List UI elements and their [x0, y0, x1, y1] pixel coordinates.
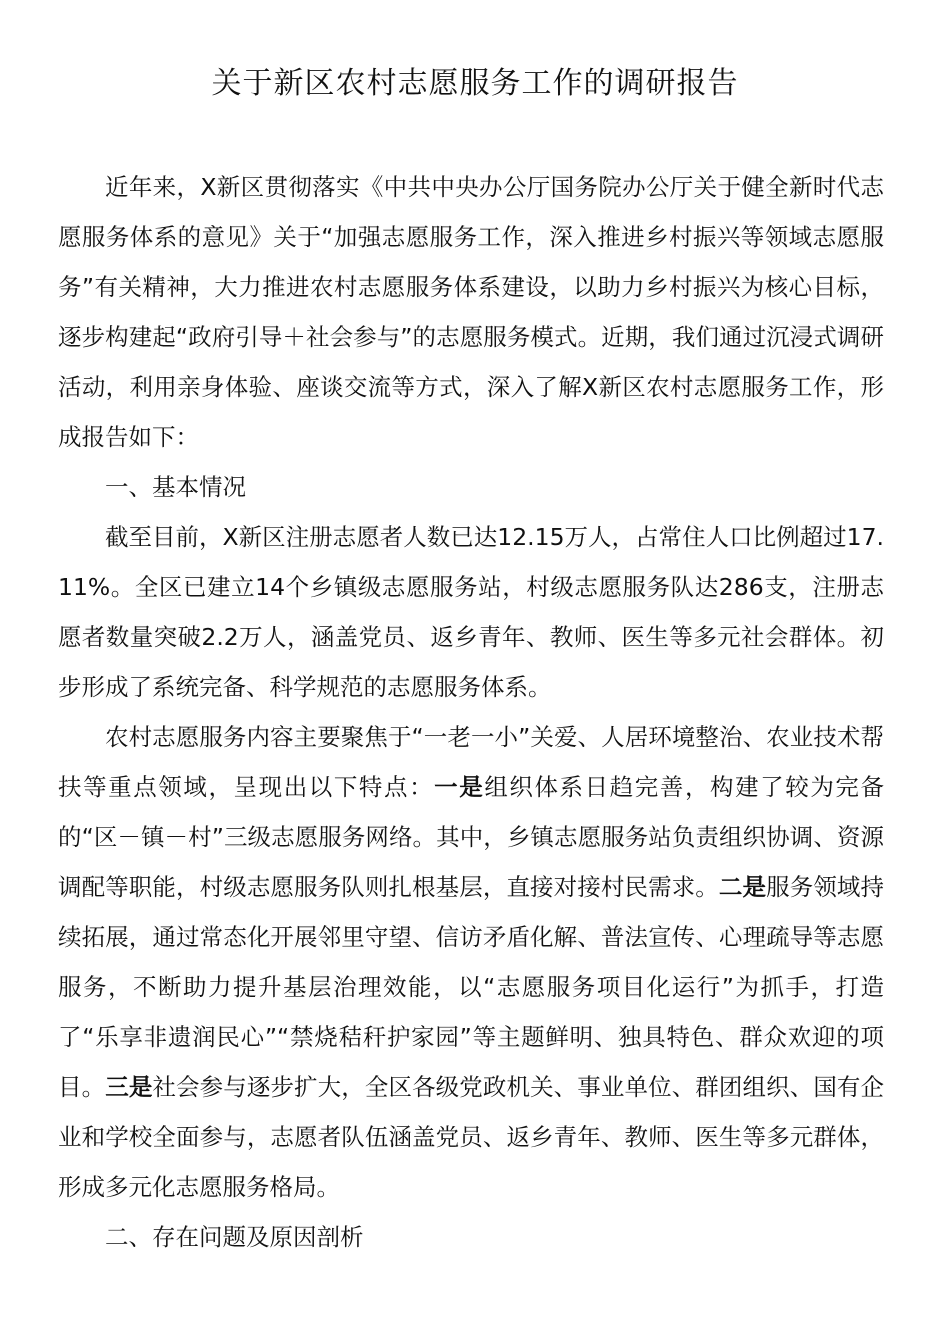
- point-one-text: 组织体系日趋完善，构建了较为完备的“区－镇－村”三级志愿服务网络。其中，乡镇志愿服务站负责组织协调、资源调配等职能，村级志愿服务队则扎根基层，直接对接村民需求。: [58, 773, 884, 901]
- point-three-label: 三是: [105, 1073, 153, 1101]
- document-title: 关于新区农村志愿服务工作的调研报告: [211, 66, 739, 101]
- intro-paragraph: 近年来，X新区贯彻落实《中共中央办公厅国务院办公厅关于健全新时代志愿服务体系的意见》关于“加强志愿服务工作，深入推进乡村振兴等领域志愿服务”有关精神，大力推进农村志愿服务体系建设，以助力乡村振兴为核心目标，逐步构建起“政府引导＋社会参与”的志愿服务模式。近期，我们通过沉浸式调研活动，利用亲身体验、座谈交流等方式，深入了解X新区农村志愿服务工作，形成报告如下：: [58, 173, 884, 451]
- point-three-text: 社会参与逐步扩大，全区各级党政机关、事业单位、群团组织、国有企业和学校全面参与，志愿者队伍涵盖党员、返乡青年、教师、医生等多元群体，形成多元化志愿服务格局。: [58, 1073, 885, 1201]
- features-paragraph: [58, 712, 884, 1212]
- statistics-paragraph: 截至目前，X新区注册志愿者人数已达12.15万人，占常住人口比例超过17.11%。全区已建立14个乡镇级志愿服务站，村级志愿服务队达286支，注册志愿者数量突破2.2万人，涵盖党员、返乡青年、教师、医生等多元社会群体。初步形成了系统完备、科学规范的志愿服务体系。: [58, 523, 884, 701]
- point-two-label: 二是: [718, 873, 767, 901]
- section-heading-basic-situation: 一、基本情况: [105, 473, 246, 501]
- features-intro-text: 农村志愿服务内容主要聚焦于“一老一小”关爱、人居环境整治、农业技术帮扶等重点领域，呈现出以下特点：: [58, 723, 884, 801]
- point-two-text: 服务领域持续拓展，通过常态化开展邻里守望、信访矛盾化解、普法宣传、心理疏导等志愿服务，不断助力提升基层治理效能，以“志愿服务项目化运行”为抓手，打造了“乐享非遗润民心”“禁烧秸秆护家园”等主题鲜明、独具特色、群众欢迎的项目。: [58, 873, 885, 1101]
- point-one-label: 一是: [434, 773, 485, 801]
- document-body: [58, 162, 884, 1262]
- section-heading-problems: 二、存在问题及原因剖析: [105, 1223, 364, 1251]
